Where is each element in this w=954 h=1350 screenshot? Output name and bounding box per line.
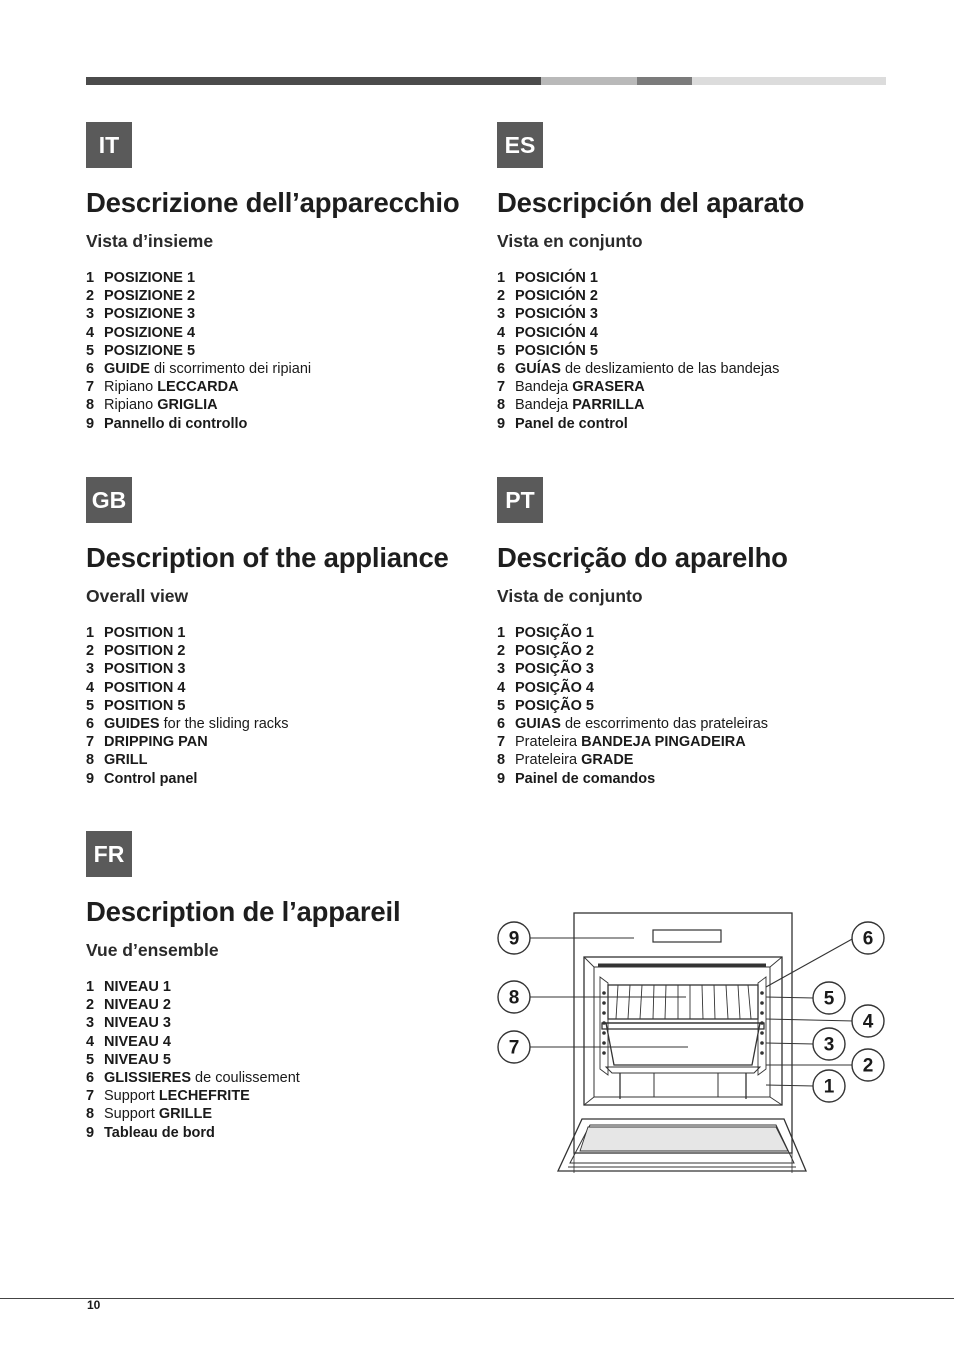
item-label: POSICIÓN 3 [515, 306, 598, 323]
item-number: 9 [86, 415, 95, 432]
list-item [86, 978, 486, 996]
item-label: POSITION 2 [104, 643, 186, 660]
item-label: GUÍAS [515, 361, 561, 378]
item-prefix: Prateleira [515, 752, 582, 769]
item-number: 1 [86, 625, 95, 641]
section-subtitle-es: Vista en conjunto [497, 231, 643, 251]
item-number: 3 [497, 306, 506, 323]
section-title-fr: Description de l’appareil [86, 896, 401, 927]
section-subtitle-gb: Overall view [86, 586, 189, 606]
item-label: Control panel [104, 770, 198, 787]
section-title-gb: Description of the appliance [86, 542, 449, 573]
list-item [497, 642, 897, 660]
item-suffix: de deslizamiento de las bandejas [560, 361, 780, 378]
item-number: 2 [497, 643, 506, 660]
item-label: PARRILLA [572, 397, 645, 414]
item-number: 8 [86, 1106, 95, 1123]
item-prefix: Ripiano [104, 379, 158, 396]
section-pt [497, 477, 897, 788]
item-label: GRILLE [158, 1106, 212, 1123]
item-label: POSIÇÃO 5 [515, 697, 594, 714]
list-item [86, 269, 486, 287]
item-number: 2 [86, 643, 95, 660]
header-bar-segment-mid [637, 77, 692, 85]
section-subtitle-pt: Vista de conjunto [497, 586, 643, 606]
header-bar-segment-dark [86, 77, 541, 85]
item-number: 4 [86, 324, 95, 341]
item-number: 7 [86, 734, 95, 751]
item-label: POSICIÓN 1 [515, 270, 598, 286]
callout-3-label: 3 [823, 1034, 835, 1056]
item-number: 6 [86, 361, 95, 378]
section-it [86, 122, 486, 433]
item-label: GRASERA [572, 379, 645, 396]
item-label: NIVEAU 4 [104, 1033, 171, 1050]
item-label: POSIZIONE 1 [104, 270, 196, 286]
list-item [86, 378, 486, 396]
list-item [86, 996, 486, 1014]
item-number: 7 [86, 379, 95, 396]
item-number: 5 [86, 342, 95, 359]
item-number: 6 [86, 716, 95, 733]
list-item [497, 360, 897, 378]
list-item [497, 305, 897, 323]
header-bar-segment-light [541, 77, 637, 85]
list-item [497, 324, 897, 342]
item-label: NIVEAU 5 [104, 1051, 171, 1068]
list-item [497, 396, 897, 414]
list-item [497, 697, 897, 715]
item-number: 3 [497, 661, 506, 678]
parts-list-es [497, 269, 897, 433]
item-label: GUIAS [515, 716, 561, 733]
list-item [497, 660, 897, 678]
section-gb [86, 477, 486, 788]
callout-4-label: 4 [862, 1011, 874, 1033]
list-item [86, 660, 486, 678]
item-label: LECCARDA [157, 379, 239, 396]
item-number: 4 [86, 679, 95, 696]
item-prefix: Bandeja [515, 397, 573, 414]
list-item [497, 415, 897, 433]
list-item [86, 1069, 486, 1087]
section-subtitle-it: Vista d’insieme [86, 231, 214, 251]
list-item [86, 360, 486, 378]
language-badge-pt: PT [497, 477, 543, 523]
item-label: POSITION 1 [104, 625, 186, 641]
footer-divider [0, 1298, 954, 1299]
list-item [86, 287, 486, 305]
list-item [497, 770, 897, 788]
section-fr [86, 831, 486, 1142]
item-number: 5 [86, 697, 95, 714]
parts-list-gb [86, 624, 486, 788]
list-item [497, 269, 897, 287]
item-label: NIVEAU 2 [104, 997, 171, 1014]
parts-list-it [86, 269, 486, 433]
callout-8-label: 8 [508, 987, 520, 1009]
list-item [497, 715, 897, 733]
item-label: GUIDE [104, 361, 150, 378]
item-label: POSIÇÃO 4 [515, 679, 594, 696]
list-item [86, 396, 486, 414]
list-item [86, 1014, 486, 1032]
item-label: POSIZIONE 5 [104, 342, 196, 359]
list-item [86, 1033, 486, 1051]
item-number: 4 [497, 679, 506, 696]
item-label: BANDEJA PINGADEIRA [581, 734, 746, 751]
item-label: GRILL [104, 752, 148, 769]
item-prefix: Bandeja [515, 379, 573, 396]
item-suffix: for the sliding racks [159, 716, 289, 733]
item-number: 9 [86, 1124, 95, 1141]
list-item [86, 751, 486, 769]
item-suffix: de escorrimento das prateleiras [560, 716, 769, 733]
callout-1-label: 1 [823, 1076, 835, 1098]
item-label: GRADE [581, 752, 634, 769]
item-label: NIVEAU 3 [104, 1015, 171, 1032]
callout-2-label: 2 [862, 1055, 874, 1077]
parts-list-pt [497, 624, 897, 788]
item-number: 7 [497, 734, 506, 751]
item-label: POSITION 5 [104, 697, 186, 714]
list-item [86, 1105, 486, 1123]
item-number: 5 [497, 697, 506, 714]
grill-rack [608, 985, 758, 1019]
item-prefix: Support [104, 1088, 159, 1105]
item-number: 8 [497, 397, 506, 414]
callout-5-label: 5 [823, 988, 835, 1010]
list-item [86, 1051, 486, 1069]
header-bar-segment-pale [692, 77, 886, 85]
item-number: 2 [497, 288, 506, 305]
list-item [86, 715, 486, 733]
item-label: POSIZIONE 2 [104, 288, 196, 305]
list-item [86, 679, 486, 697]
language-badge-es: ES [497, 122, 543, 168]
item-number: 3 [86, 661, 95, 678]
item-number: 9 [86, 770, 95, 787]
item-label: POSITION 3 [104, 661, 186, 678]
list-item [86, 342, 486, 360]
item-number: 1 [497, 625, 506, 641]
section-title-pt: Descrição do aparelho [497, 542, 788, 573]
item-label: POSIZIONE 4 [104, 324, 196, 341]
item-number: 6 [497, 361, 506, 378]
item-number: 9 [497, 415, 506, 432]
page-number: 10 [87, 1298, 101, 1312]
item-label: POSITION 4 [104, 679, 186, 696]
section-subtitle-fr: Vue d’ensemble [86, 940, 219, 960]
section-es [497, 122, 897, 433]
item-prefix: Ripiano [104, 397, 158, 414]
list-item [86, 733, 486, 751]
callout-7-label: 7 [508, 1037, 520, 1059]
item-label: Panel de control [515, 415, 628, 432]
item-label: POSIÇÃO 2 [515, 643, 594, 660]
item-number: 8 [497, 752, 506, 769]
item-number: 3 [86, 306, 95, 323]
item-label: POSIÇÃO 3 [515, 661, 594, 678]
item-label: POSICIÓN 5 [515, 342, 598, 359]
item-label: DRIPPING PAN [104, 734, 208, 751]
item-label: POSIZIONE 3 [104, 306, 196, 323]
item-number: 8 [86, 752, 95, 769]
item-label: POSIÇÃO 1 [515, 625, 594, 641]
item-label: POSICIÓN 4 [515, 324, 598, 341]
list-item [497, 342, 897, 360]
callout-6-label: 6 [862, 928, 874, 950]
parts-list-fr [86, 978, 486, 1142]
item-number: 7 [86, 1088, 95, 1105]
item-prefix: Support [104, 1106, 159, 1123]
item-number: 4 [497, 324, 506, 341]
item-label: LECHEFRITE [158, 1088, 250, 1105]
list-item [86, 1087, 486, 1105]
item-number: 5 [497, 342, 506, 359]
item-prefix: Prateleira [515, 734, 582, 751]
list-item [497, 624, 897, 642]
language-badge-fr: FR [86, 831, 132, 877]
language-badge-it: IT [86, 122, 132, 168]
control-display [653, 930, 721, 942]
item-number: 9 [497, 770, 506, 787]
item-number: 6 [86, 1070, 95, 1087]
list-item [86, 1124, 486, 1142]
item-label: Pannello di controllo [104, 415, 248, 432]
item-label: POSICIÓN 2 [515, 288, 598, 305]
list-item [497, 679, 897, 697]
item-number: 1 [86, 979, 95, 995]
section-title-es: Descripción del aparato [497, 187, 805, 218]
item-label: Tableau de bord [104, 1124, 215, 1141]
item-label: NIVEAU 1 [104, 979, 171, 995]
item-number: 1 [497, 270, 506, 286]
oven-cavity [584, 957, 782, 1105]
item-label: GRIGLIA [157, 397, 218, 414]
list-item [497, 751, 897, 769]
callout-9-label: 9 [508, 928, 520, 950]
item-number: 4 [86, 1033, 95, 1050]
language-badge-gb: GB [86, 477, 132, 523]
item-number: 1 [86, 270, 95, 286]
item-number: 2 [86, 997, 95, 1014]
item-number: 6 [497, 716, 506, 733]
list-item [86, 642, 486, 660]
item-number: 5 [86, 1051, 95, 1068]
list-item [86, 624, 486, 642]
list-item [86, 324, 486, 342]
item-number: 3 [86, 1015, 95, 1032]
oven-cabinet [574, 913, 792, 1153]
section-title-it: Descrizione dell’apparecchio [86, 187, 460, 218]
item-label: GUIDES [104, 716, 160, 733]
item-label: Painel de comandos [515, 770, 656, 787]
list-item [86, 697, 486, 715]
oven-illustration [490, 905, 890, 1185]
oven-diagram [490, 905, 890, 1185]
list-item [497, 733, 897, 751]
list-item [86, 305, 486, 323]
item-suffix: de coulissement [191, 1070, 300, 1087]
list-item [86, 770, 486, 788]
item-number: 2 [86, 288, 95, 305]
item-suffix: di scorrimento dei ripiani [149, 361, 312, 378]
header-color-bar [86, 77, 886, 85]
item-label: GLISSIERES [104, 1070, 192, 1087]
list-item [497, 287, 897, 305]
list-item [86, 415, 486, 433]
list-item [497, 378, 897, 396]
item-number: 8 [86, 397, 95, 414]
item-number: 7 [497, 379, 506, 396]
